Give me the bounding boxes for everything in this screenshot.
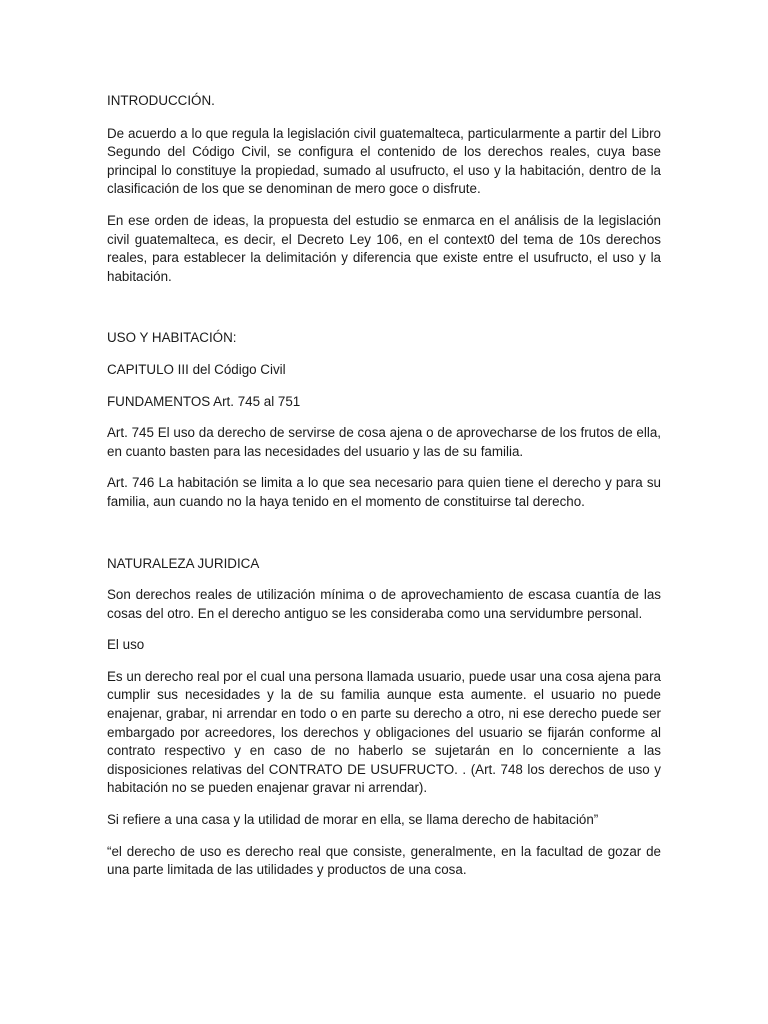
capitulo-line: CAPITULO III del Código Civil	[107, 361, 286, 377]
intro-heading: INTRODUCCIÓN.	[107, 93, 215, 108]
intro-paragraph-2: En ese orden de ideas, la propuesta del estudio se enmarca en el análisis de la legislación civil guatemalteca, es decir, el Decreto Ley 106, en el context0 del tema de 10s derechos reales, para establecer la delimitación y diferencia que existe entre el usufructo, el uso y la habitación.	[107, 212, 661, 284]
fundamentos-line: FUNDAMENTOS Art. 745 al 751	[107, 393, 301, 409]
uso-habitacion-heading: USO Y HABITACIÓN:	[107, 330, 237, 346]
casa-habitacion-paragraph: Si refiere a una casa y la utilidad de morar en ella, se llama derecho de habitación”	[107, 812, 599, 828]
el-uso-heading: El uso	[107, 637, 145, 653]
naturaleza-juridica-heading: NATURALEZA JURIDICA	[107, 555, 260, 571]
quote-paragraph: “el derecho de uso es derecho real que consiste, generalmente, en la facultad de gozar de una parte limitada de las utilidades y productos de una cosa.	[107, 843, 661, 878]
intro-paragraph-1: De acuerdo a lo que regula la legislación civil guatemalteca, particularmente a partir del Libro Segundo del Código Civil, se configura el contenido de los derechos reales, cuya base principal lo constituye la propiedad, sumado al usufructo, el uso y la habitación, dentro de la clasificación de los que se denominan de mero goce o disfrute.	[107, 125, 661, 197]
naturaleza-paragraph: Son derechos reales de utilización mínima o de aprovechamiento de escasa cuantía de las cosas del otro. En el derecho antiguo se les consideraba como una servidumbre personal.	[107, 587, 661, 621]
art-745-paragraph: Art. 745 El uso da derecho de servirse de cosa ajena o de aprovecharse de los frutos de ella, en cuanto basten para las necesidades del usuario y las de su familia.	[107, 425, 661, 459]
art-746-paragraph: Art. 746 La habitación se limita a lo que sea necesario para quien tiene el derecho y para su familia, aun cuando no la haya tenido en el momento de constituirse tal derecho.	[107, 475, 661, 509]
el-uso-paragraph: Es un derecho real por el cual una persona llamada usuario, puede usar una cosa ajena para cumplir sus necesidades y la de su familia aunque esta aumente. el usuario no puede enajenar, grabar, ni arrendar en todo o en parte su derecho a otro, ni ese derecho puede ser embargado por acreedores, los derechos y obligaciones del usuario se fijarán conforme al contrato respectivo y en caso de no haberlo se sujetarán en lo concerniente a las disposiciones relativas del CONTRATO DE USUFRUCTO. . (Art. 748 los derechos de uso y habitación no se pueden enajenar gravar ni arrendar).	[107, 668, 661, 796]
